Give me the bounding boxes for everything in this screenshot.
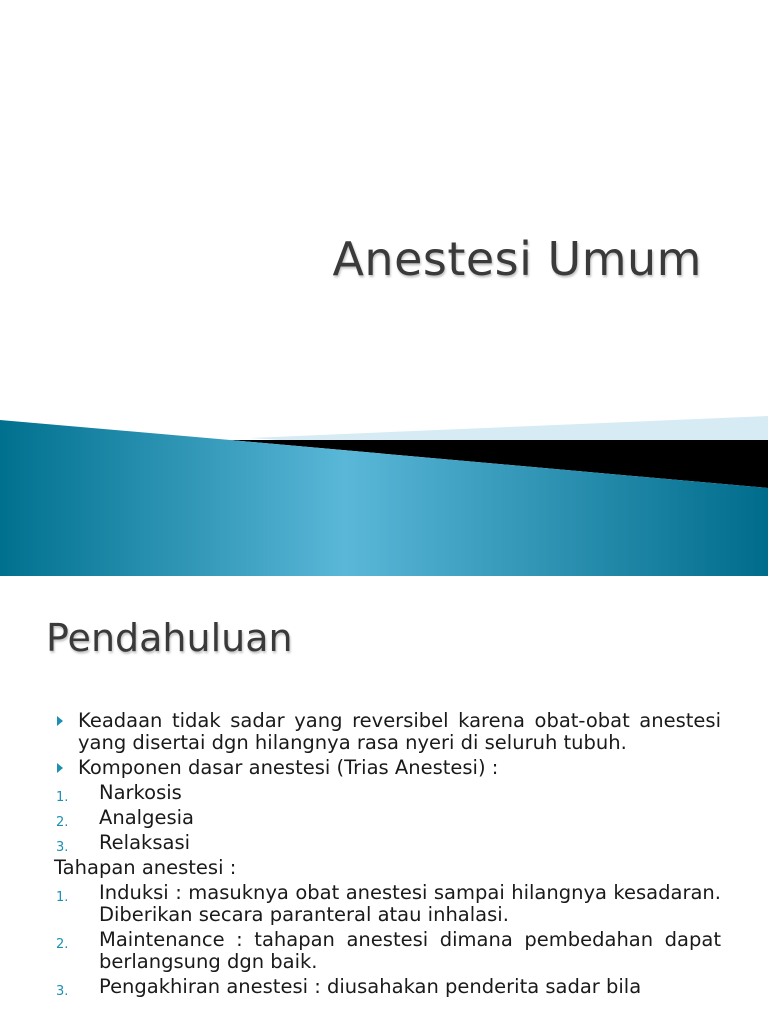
list-text: Induksi : masuknya obat anestesi sampai hilangnya kesadaran. Diberikan secara paranteral atau inhalasi.	[99, 881, 721, 926]
list-text: Narkosis	[99, 781, 182, 804]
list-item	[54, 832, 721, 854]
list-text: Analgesia	[99, 806, 194, 829]
bullet-item	[54, 757, 721, 779]
list-number: 3.	[56, 984, 69, 999]
section-title: Pendahuluan	[46, 616, 293, 660]
list-text: Relaksasi	[99, 831, 191, 854]
list-text: Pengakhiran anestesi : diusahakan penderita sadar bila	[99, 975, 642, 998]
bullet-text: Keadaan tidak sadar yang reversibel karena obat-obat anestesi yang disertai dgn hilangnya rasa nyeri di seluruh tubuh.	[78, 709, 721, 754]
list-item	[54, 782, 721, 804]
list-text: Maintenance : tahapan anestesi dimana pembedahan dapat berlangsung dgn baik.	[99, 928, 721, 973]
band-light-strip	[250, 416, 768, 440]
bullet-text: Komponen dasar anestesi (Trias Anestesi) :	[78, 756, 499, 779]
list-item	[54, 976, 721, 998]
decorative-band	[0, 410, 768, 576]
slide-content	[54, 710, 721, 1001]
slide-title: Anestesi Umum	[332, 232, 702, 286]
slide-2	[0, 576, 768, 1024]
list-item	[54, 929, 721, 973]
triangle-bullet-icon	[57, 763, 63, 773]
list-item	[54, 807, 721, 829]
subheading: Tahapan anestesi :	[54, 856, 237, 879]
list-number: 3.	[56, 840, 69, 855]
list-number: 2.	[56, 815, 69, 830]
triangle-bullet-icon	[57, 716, 63, 726]
bullet-item	[54, 710, 721, 754]
list-number: 2.	[56, 937, 69, 952]
list-item	[54, 882, 721, 926]
list-number: 1.	[56, 790, 69, 805]
list-number: 1.	[56, 890, 69, 905]
